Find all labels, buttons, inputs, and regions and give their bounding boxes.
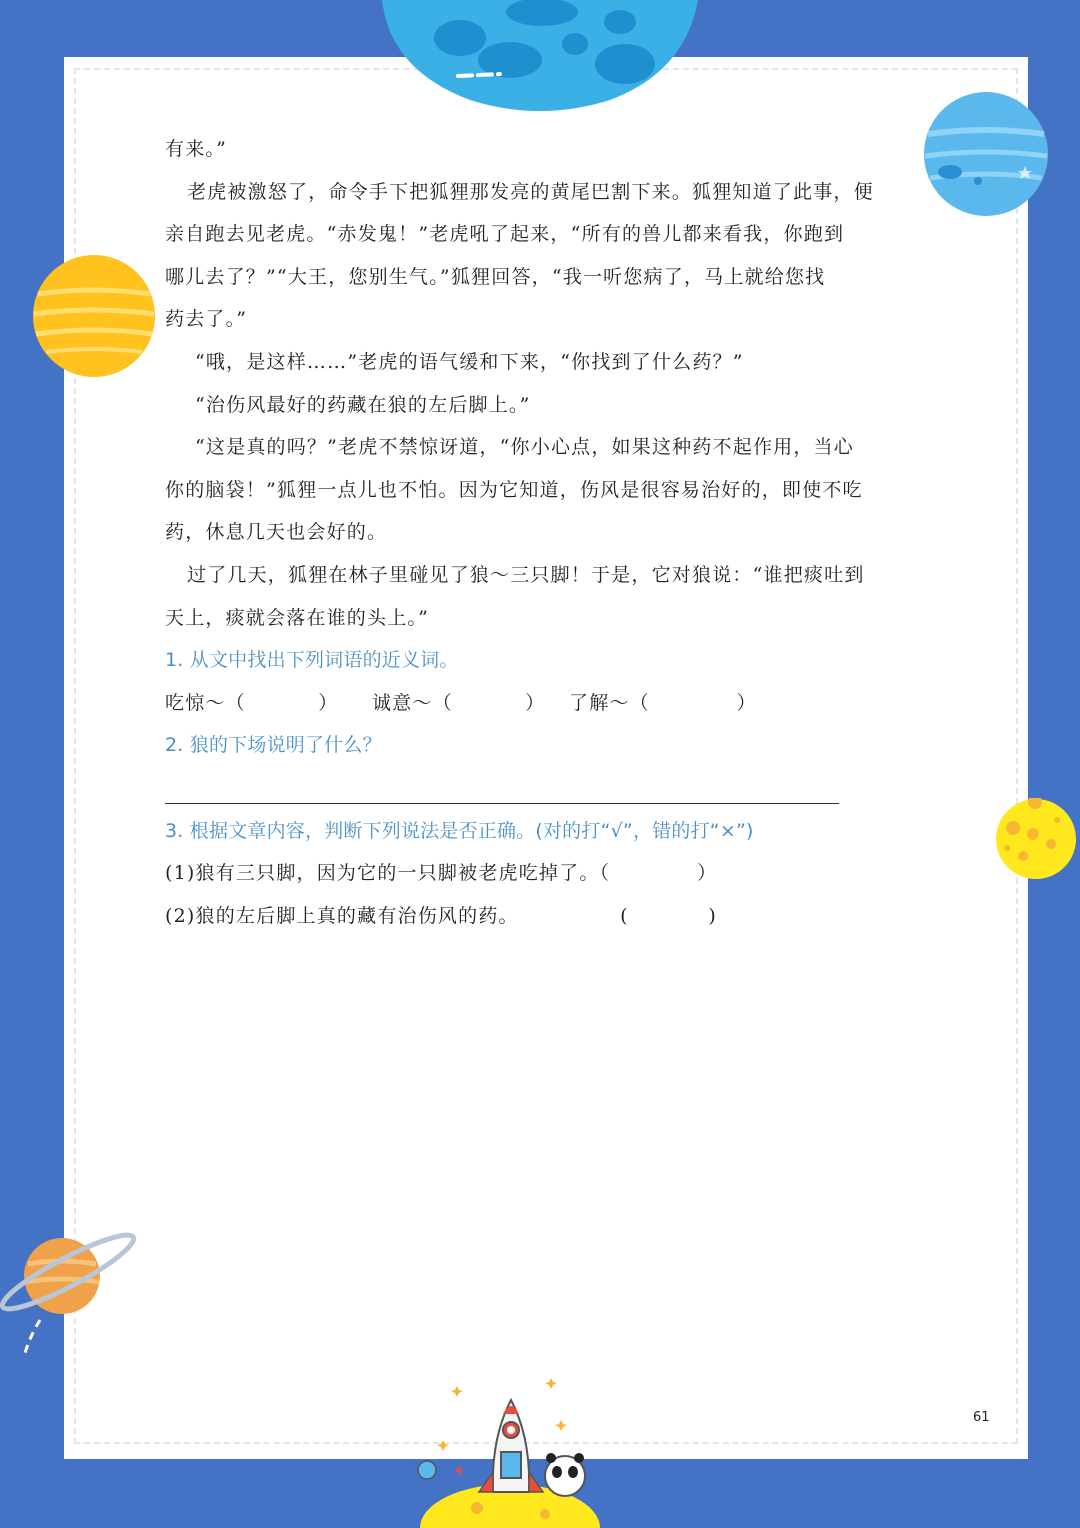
passage-line: 你的脑袋！”狐狸一点儿也不怕。因为它知道，伤风是很容易治好的，即使不吃 (165, 478, 863, 501)
page-number: 61 (973, 1410, 990, 1425)
passage-line: 亲自跑去见老虎。“赤发鬼！”老虎吼了起来，“所有的兽儿都来看我，你跑到 (165, 223, 845, 246)
orange-planet-icon (32, 254, 156, 378)
yellow-planet-icon (995, 798, 1077, 880)
blue-planet-icon (922, 90, 1050, 218)
rocket-moon-icon (405, 1368, 615, 1528)
question-1-title: 1. 从文中找出下列词语的近义词。 (165, 649, 459, 672)
answer-line (165, 803, 839, 804)
passage-line: “这是真的吗？”老虎不禁惊讶道，“你小心点，如果这种药不起作用，当心 (195, 436, 854, 459)
question-3-title: 3. 根据文章内容，判断下列说法是否正确。(对的打“√”，错的打“×”) (165, 819, 754, 842)
judgement-item-1[interactable]: (1)狼有三只脚，因为它的一只脚被老虎吃掉了。（ ） (165, 862, 718, 885)
passage-line: 药去了。” (165, 308, 248, 331)
moon-icon (370, 0, 710, 112)
passage-line: 哪儿去了？”“大王，您别生气。”狐狸回答，“我一听您病了，马上就给您找 (165, 265, 826, 288)
passage-line: 天上，痰就会落在谁的头上。” (165, 606, 430, 629)
passage-line: 老虎被激怒了，命令手下把狐狸那发亮的黄尾巴割下来。狐狸知道了此事，便 (187, 180, 874, 203)
judgement-item-2[interactable]: (2)狼的左后脚上真的藏有治伤风的药。 ( ) (165, 904, 717, 927)
question-2-title: 2. 狼的下场说明了什么？ (165, 734, 382, 757)
synonym-blank-2[interactable]: 诚意～（ ） (372, 691, 546, 714)
question-2-answer-area[interactable] (165, 767, 917, 810)
passage-line: 过了几天，狐狸在林子里碰见了狼～三只脚！于是，它对狼说：“谁把痰吐到 (187, 563, 865, 586)
passage-line: 有来。” (165, 138, 228, 160)
passage-line: 药，休息几天也会好的。 (165, 521, 388, 544)
passage-line: “哦，是这样……”老虎的语气缓和下来，“你找到了什么药？” (195, 350, 744, 373)
saturn-icon (0, 1228, 140, 1358)
question-1-blanks (165, 682, 917, 725)
worksheet-content (165, 128, 917, 937)
synonym-blank-3[interactable]: 了解～（ ） (569, 691, 757, 714)
synonym-blank-1[interactable]: 吃惊～（ ） (165, 691, 339, 714)
passage-line: “治伤风最好的药藏在狼的左后脚上。” (195, 393, 531, 416)
